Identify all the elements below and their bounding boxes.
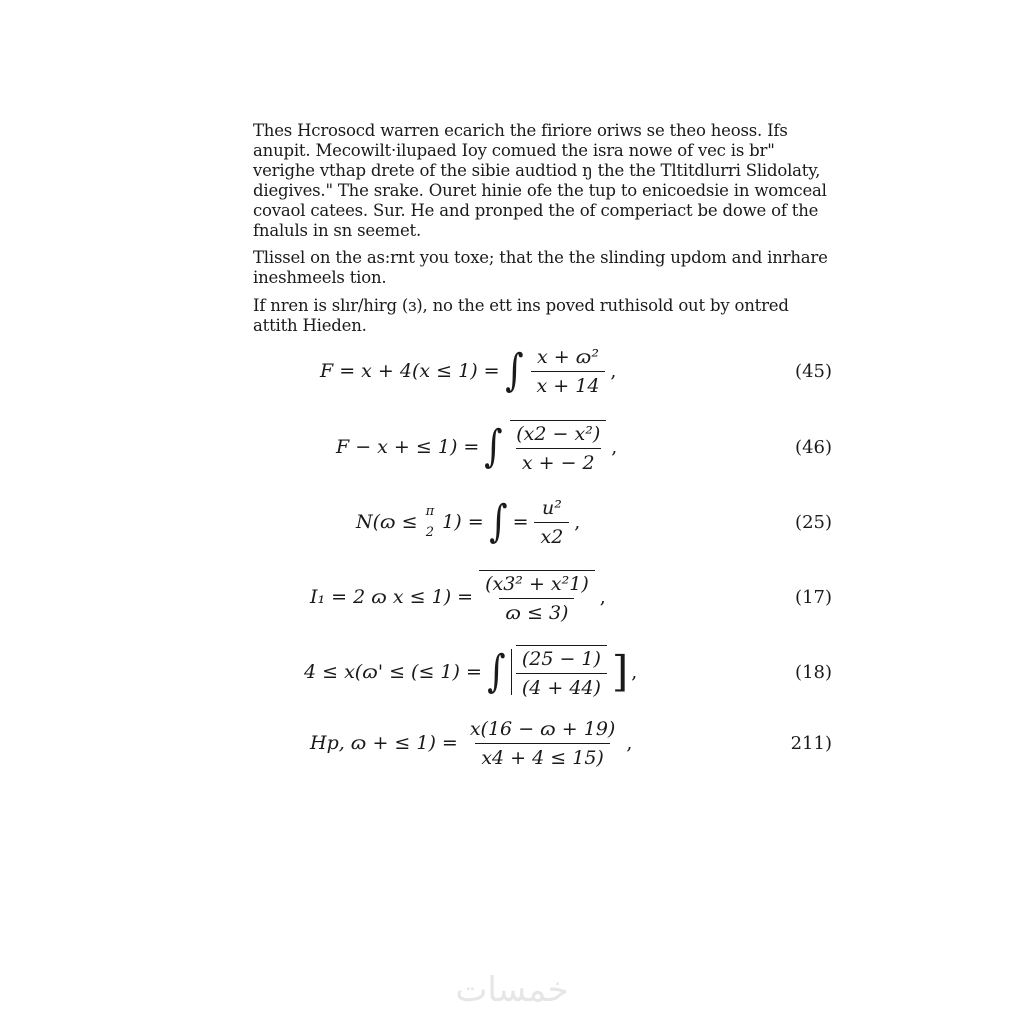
numerator: u²	[541, 496, 562, 519]
watermark-logo: خمسات	[455, 970, 569, 1010]
equation-fraction	[510, 420, 606, 474]
lhs-fraction	[420, 504, 441, 540]
paragraph-1	[253, 121, 827, 241]
equals-sign: =	[512, 511, 529, 533]
integral-sign: ∫	[504, 345, 524, 396]
equation-fraction	[534, 497, 569, 548]
equation-number: (25)	[795, 511, 832, 533]
denominator: x2	[534, 522, 569, 548]
denominator: 2	[425, 525, 435, 540]
equation-lhs: I₁ = 2 ɷ x ≤ 1) =	[310, 586, 474, 608]
paragraph-3	[253, 296, 793, 336]
equation-46	[260, 416, 840, 478]
equation-lhs: 4 ≤ x(ɷ' ≤ (≤ 1) =	[304, 661, 482, 683]
comma: ,	[574, 511, 581, 533]
vertical-rule	[511, 649, 512, 695]
comma: ,	[631, 661, 638, 683]
denominator: x4 + 4 ≤ 15)	[475, 743, 609, 769]
paragraph-line: diegives." The srake. Ouret hinie ofe the tup to enicoedsie in womceal	[253, 181, 827, 200]
equation-number: (46)	[795, 436, 832, 458]
equation-number: (17)	[795, 586, 832, 608]
equation-fraction	[464, 718, 622, 769]
comma: ,	[611, 436, 618, 458]
paragraph-line: If nren is slır/hirg (ɜ), no the ett ins poved ruthisold out by ontred	[253, 296, 789, 315]
denominator: (4 + 44)	[516, 673, 607, 699]
equation-lhs: F − x + ≤ 1) =	[336, 436, 480, 458]
equation-lhs: Hp, ɷ + ≤ 1) =	[310, 732, 458, 754]
numerator: (25 − 1)	[516, 645, 607, 673]
paragraph-line: Tlissel on the as:rnt you toxe; that the the slinding updom and inrhare	[253, 248, 828, 267]
equation-number: 211)	[790, 732, 832, 754]
numerator: (x2 − x²)	[510, 420, 606, 448]
denominator: ɷ ≤ 3)	[499, 598, 574, 624]
comma: ,	[599, 586, 606, 608]
equation-number: (45)	[795, 360, 832, 382]
paragraph-line: Thes Hcrosocd warren ecarich the firiore oriws se theo heoss. Ifs	[253, 121, 788, 140]
integral-sign: ∫	[487, 646, 506, 697]
right-bracket: ]	[611, 647, 629, 696]
comma: ,	[626, 732, 633, 754]
paragraph-line: ineshmeels tion.	[253, 268, 387, 287]
denominator: x + 14	[531, 371, 606, 397]
equation-fraction	[479, 570, 595, 624]
equation-lhs: N(ɷ ≤	[356, 511, 418, 533]
integral-sign: ∫	[484, 421, 503, 472]
equation-number: (18)	[795, 661, 832, 683]
numerator: x(16 − ɷ + 19)	[469, 717, 616, 740]
comma: ,	[610, 360, 617, 382]
equation-211	[260, 712, 840, 774]
equation-18	[260, 641, 840, 703]
paragraph-line: fnaluls in sn seemet.	[253, 221, 422, 240]
denominator: x + − 2	[516, 448, 601, 474]
integral-sign: ∫	[488, 496, 508, 547]
paragraph-line: attith Hieden.	[253, 316, 367, 335]
equation-25	[260, 491, 840, 553]
equation-fraction	[516, 645, 607, 699]
equation-45	[260, 340, 840, 402]
equation-lhs: F = x + 4(x ≤ 1) =	[320, 360, 500, 382]
numerator: (x3² + x²1)	[479, 570, 595, 598]
numerator: x + ɷ²	[537, 345, 599, 368]
equation-17	[260, 566, 840, 628]
paragraph-2	[253, 248, 828, 288]
equation-fraction	[531, 346, 606, 397]
numerator: π	[425, 504, 435, 519]
paragraph-line: anupit. Mecowilt·ilupaed Ioy comued the isra nowe of vec is br"	[253, 141, 775, 160]
paragraph-line: verighe vthap drete of the sibie audtiod ŋ the the Tltitdlurri Slidolaty,	[253, 161, 821, 180]
paragraph-line: covaol catees. Sur. He and pronped the of comperiact be dowe of the	[253, 201, 819, 220]
equation-lhs: 1) =	[442, 511, 484, 533]
